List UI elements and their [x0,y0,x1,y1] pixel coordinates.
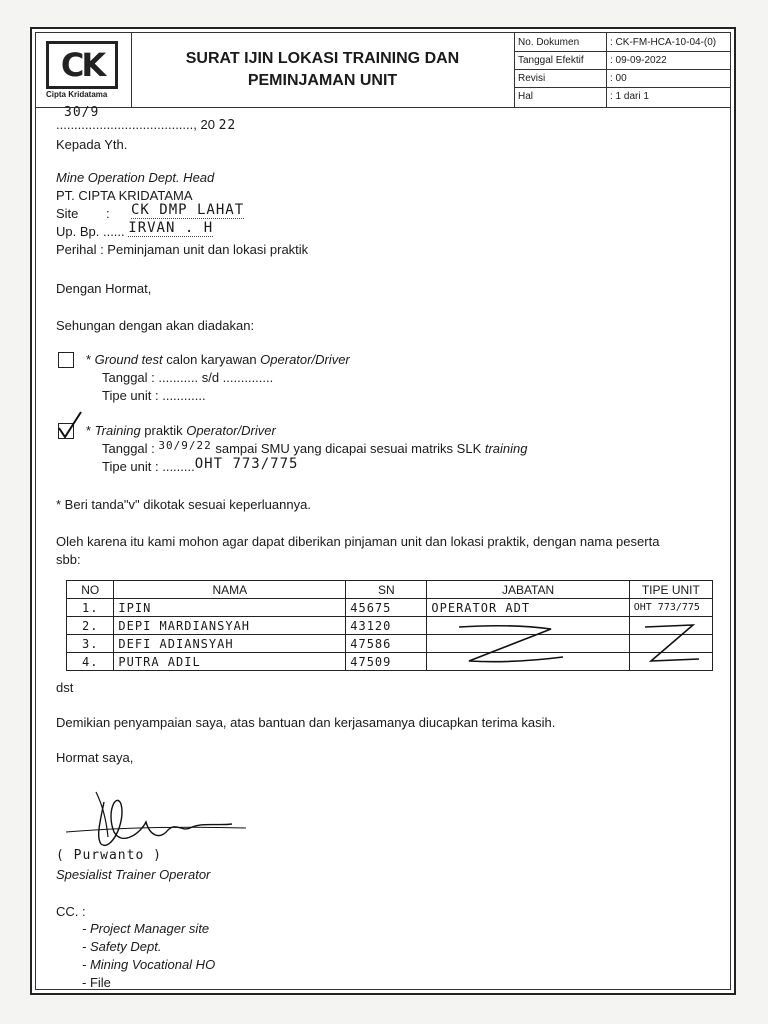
option-text: calon karyawan [162,352,261,367]
meta-label: No. Dokumen [518,37,580,48]
option-marker: * [86,352,95,367]
tanggal-label: Tanggal : [102,441,159,456]
document-meta [514,33,730,107]
column-header: JABATAN [427,581,629,599]
document-frame [30,27,736,995]
meta-label: Revisi [518,73,546,84]
ground-test-checkbox[interactable] [58,352,74,368]
option-type: Training [94,423,141,438]
meta-row-no-dokumen [514,33,730,52]
option-text: praktik [140,423,187,438]
tanggal-italic: training [484,441,528,456]
ground-test-option [86,352,350,367]
row-nama: DEPI MARDIANSYAH [114,617,346,635]
row-no: 1. [67,599,114,617]
company-logo: CK [46,41,118,89]
row-no: 4. [67,653,114,671]
date-line [56,105,237,133]
logo-cell [36,33,132,107]
cc-item: - Mining Vocational HO [82,957,216,972]
perihal-line: Perihal : Peminjaman unit dan lokasi praktik [56,242,309,257]
tipe-handwritten: OHT 773/775 [194,456,299,472]
cc-item: - Safety Dept. [82,939,162,954]
title-line-1: SURAT IJIN LOKASI TRAINING DAN [185,50,460,67]
note-text: * Beri tanda"v" dikotak sesuai keperluannya. [56,497,311,512]
option-type: Ground test [94,352,163,367]
table-row [67,653,713,671]
row-jabatan: OPERATOR ADT [427,599,629,617]
row-sn: 43120 [346,617,427,635]
cc-item: - File [82,975,111,990]
training-tipe [102,456,299,475]
row-sn: 47509 [346,653,427,671]
salam-text: Dengan Hormat, [56,281,152,296]
meta-label: Hal [518,91,534,102]
site-label: Site [56,206,79,221]
request-line-1: Oleh karena itu kami mohon agar dapat diberikan pinjaman unit dan lokasi praktik, dengan nama peserta [56,534,660,549]
row-no: 2. [67,617,114,635]
cc-item: - Project Manager site [82,921,210,936]
date-dots: ......................................, 20 [56,117,215,132]
title-line-2: PEMINJAMAN UNIT [247,72,398,89]
tipe-label: Tipe unit : ......... [102,459,195,474]
logo-caption: Cipta Kridatama [46,90,108,99]
document-title [131,33,515,107]
training-checkbox[interactable] [58,423,74,439]
table-header-row [67,581,713,599]
row-tipe: OHT 773/775 [629,599,712,617]
site-separator: : [106,206,110,221]
column-header: NAMA [114,581,346,599]
site-handwritten: CK DMP LAHAT [131,202,245,218]
ditto-z-mark-jabatan [451,617,571,669]
ground-test-tipe: Tipe unit : ............ [102,388,206,403]
column-header: NO [67,581,114,599]
option-marker: * [86,423,95,438]
table-row [67,635,713,653]
participants-table [66,580,713,671]
column-header: TIPE UNIT [629,581,712,599]
row-nama: DEFI ADIANSYAH [114,635,346,653]
document-header [36,33,730,108]
meta-value: : CK-FM-HCA-10-04-(0) [610,37,717,48]
intro-text: Sehungan dengan akan diadakan: [56,318,255,333]
up-handwritten: IRVAN . H [128,220,214,236]
closing-text: Demikian penyampaian saya, atas bantuan dan kerjasamanya diucapkan terima kasih. [56,715,556,730]
table-row [67,617,713,635]
meta-value: : 1 dari 1 [610,91,649,102]
meta-value: : 00 [610,73,627,84]
request-line-2: sbb: [56,552,81,567]
recipient-title: Mine Operation Dept. Head [56,170,215,185]
row-sn: 45675 [346,599,427,617]
cc-label: CC. : [56,904,86,919]
letter-body [36,107,730,989]
tanggal-handwritten: 30/9/22 [158,439,212,452]
tanggal-text: sampai SMU yang dicapai sesuai matriks SLK [211,441,485,456]
signer-title: Spesialist Trainer Operator [56,867,211,882]
up-label: Up. Bp. ...... [56,224,125,239]
training-option [86,423,276,438]
table-row [67,599,713,617]
ditto-z-mark-tipe [641,619,705,669]
option-role: Operator/Driver [186,423,276,438]
kepada-text: Kepada Yth. [56,137,128,152]
up-line [56,220,214,240]
signer-name: ( Purwanto ) [56,848,162,863]
dst-text: dst [56,680,74,695]
company-name: PT. CIPTA KRIDATAMA [56,188,193,203]
meta-row-tanggal-efektif [514,51,730,70]
checkmark-icon [57,410,83,440]
row-sn: 47586 [346,635,427,653]
meta-row-hal [514,87,730,107]
site-line [56,202,245,221]
date-year-handwritten: 22 [218,118,237,133]
row-nama: IPIN [114,599,346,617]
meta-value: : 09-09-2022 [610,55,667,66]
training-tanggal [102,441,528,456]
date-handwritten: 30/9 [64,105,100,120]
option-role: Operator/Driver [260,352,350,367]
column-header: SN [346,581,427,599]
ground-test-tanggal: Tanggal : ........... s/d .............. [102,370,274,385]
row-nama: PUTRA ADIL [114,653,346,671]
meta-row-revisi [514,69,730,88]
document-inner-border [35,32,731,990]
meta-label: Tanggal Efektif [518,55,584,66]
hormat-text: Hormat saya, [56,750,134,765]
row-no: 3. [67,635,114,653]
